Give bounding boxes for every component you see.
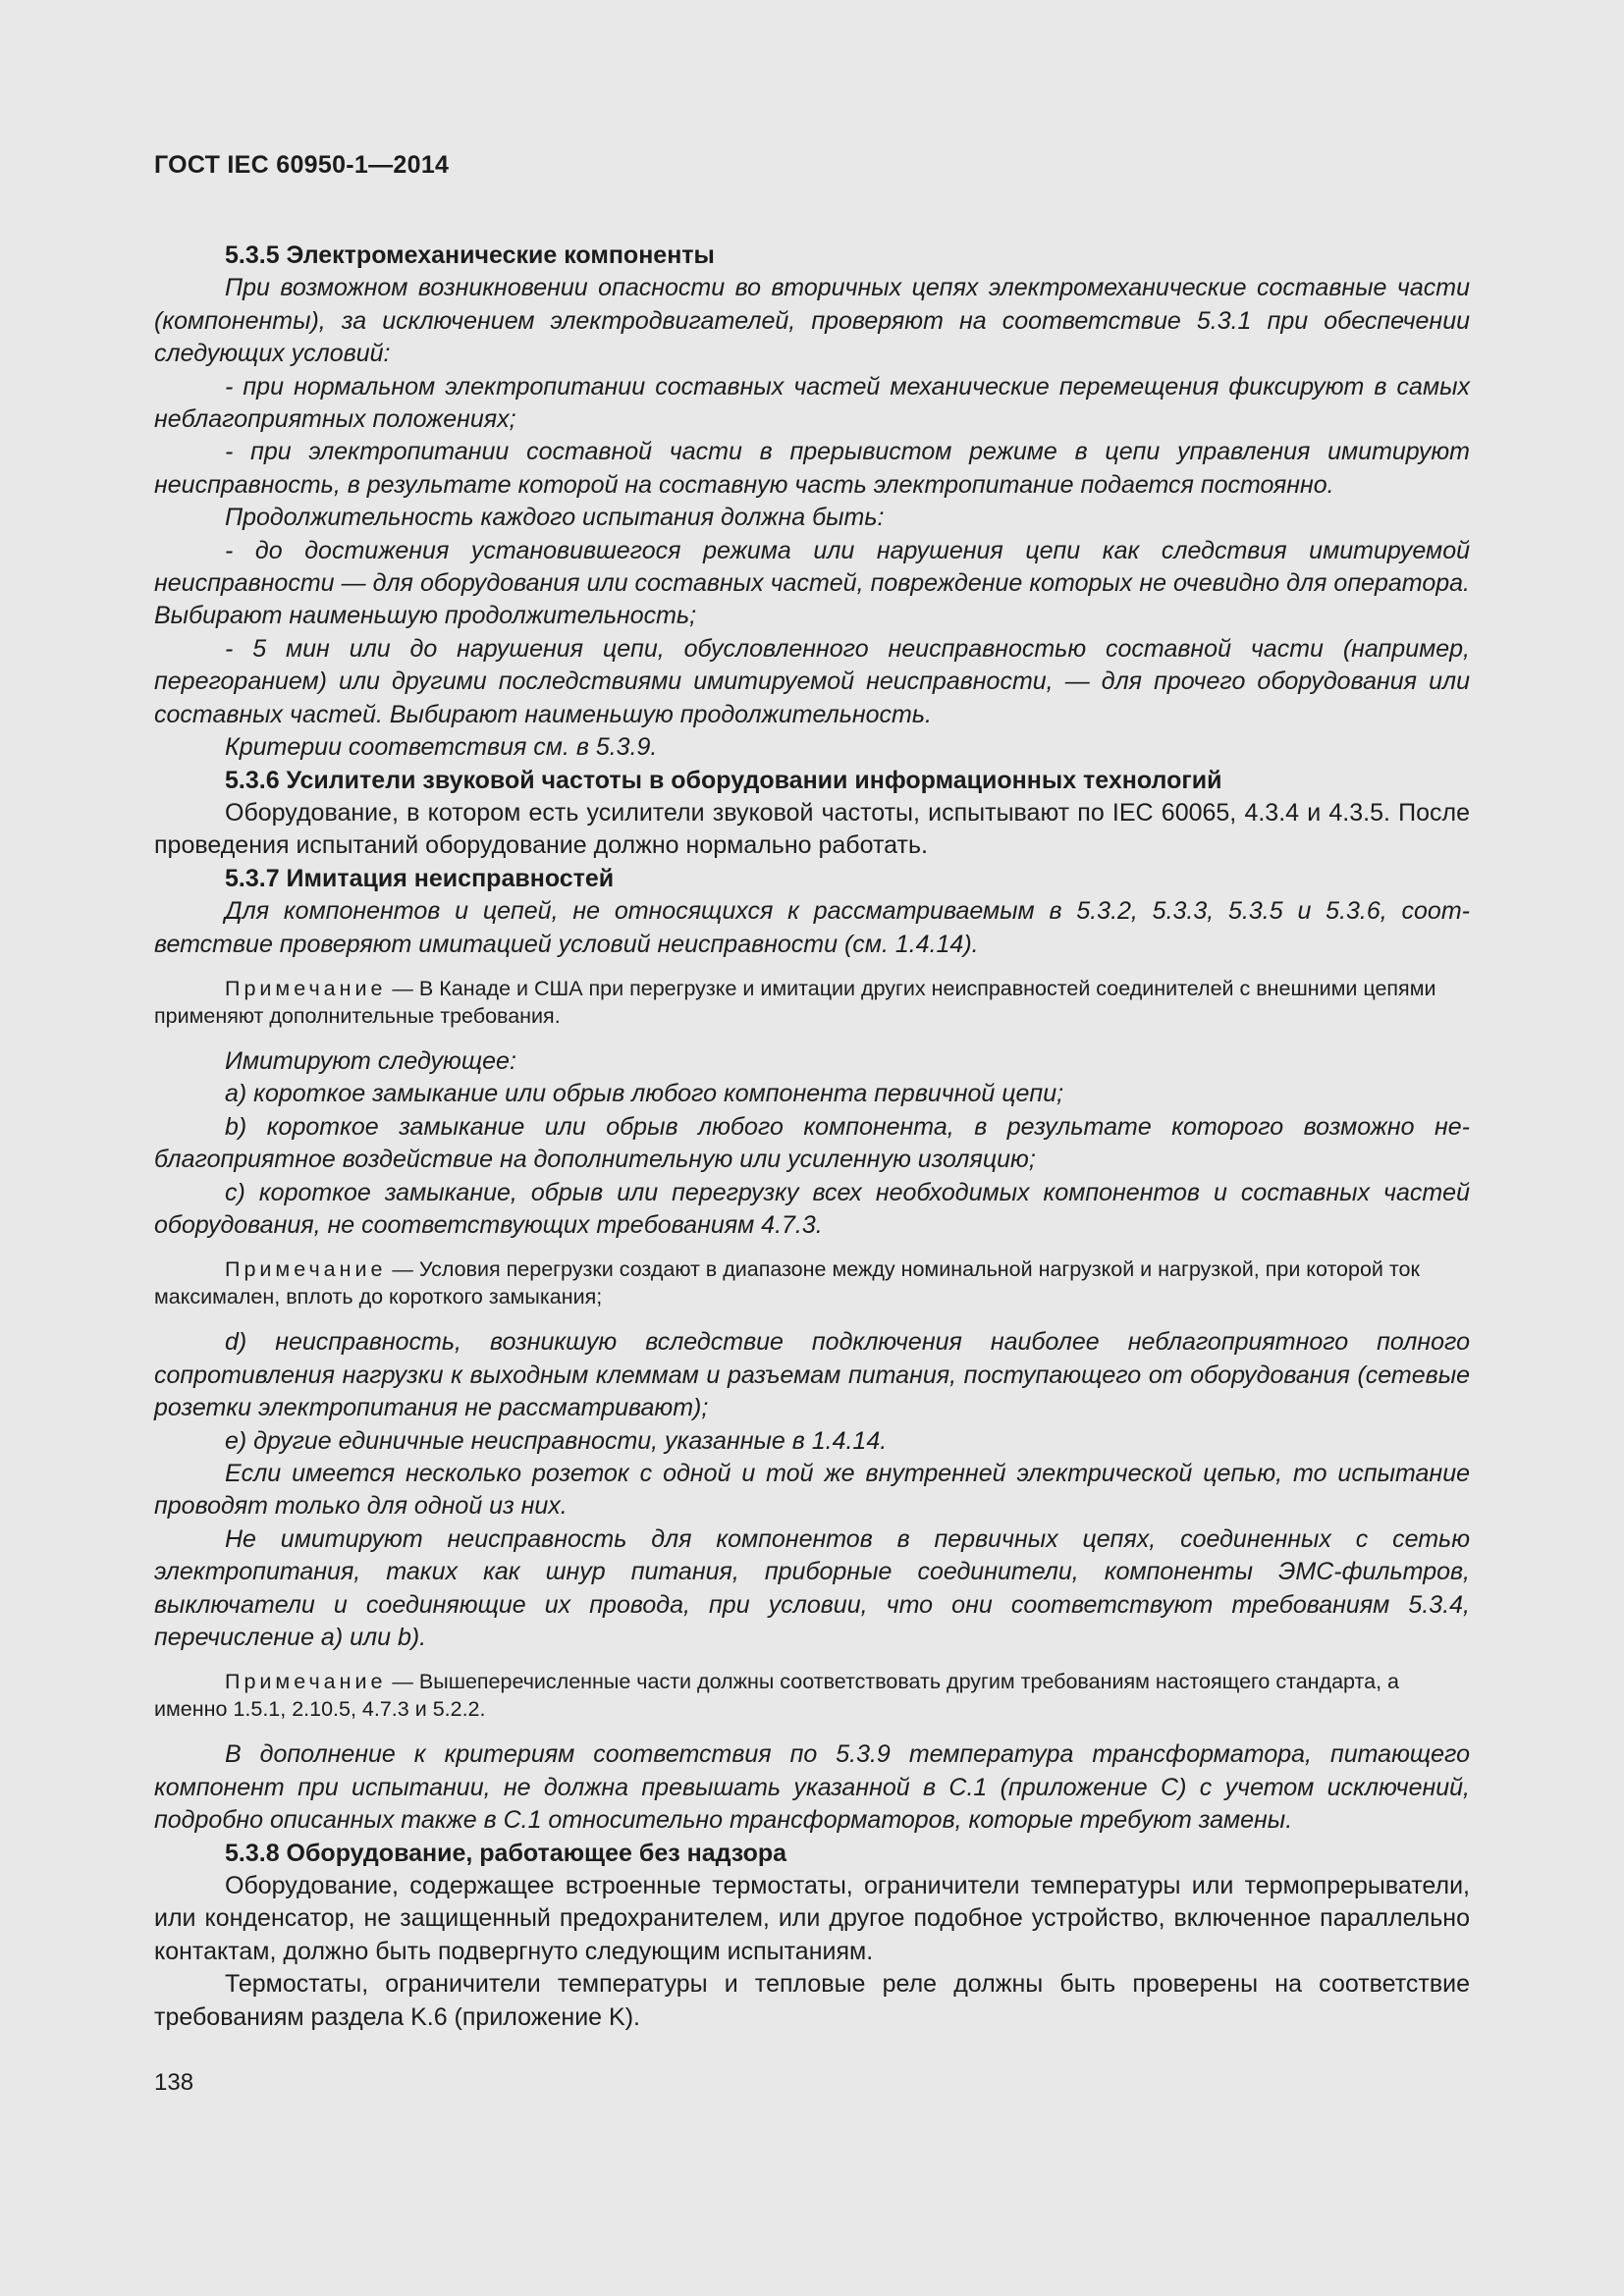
body-paragraph: Продолжительность каждого испытания должна быть: — [225, 504, 885, 532]
body-paragraph: При возможном возникновении опасности во вторичных цепях электромеханические составные части (компоненты), за исключением электродвигателей, проверяют на соответствие 5.3.1 при обеспечении следующих условий: — [154, 274, 1470, 368]
document-body — [154, 240, 1470, 2034]
body-paragraph: Не имитируют неисправность для компонентов в первичных цепях, соединенных с сетью электропитания, таких как шнур питания, приборные соединители, компоненты ЭМС-фильтров, выключатели и соединяющие их провода, при условии, что они соответствуют требованиям 5.3.4, перечисление a) или b). — [154, 1524, 1470, 1652]
body-paragraph: В дополнение к критериям соответствия по 5.3.9 температура трансформатора, питающего компонент при испытании, не должна превышать указанной в C.1 (приложение C) с учетом исключений, подробно описанных также в C.1 относительно трансформаторов, которые требуют замены. — [154, 1740, 1470, 1835]
note-label: Примечание — [225, 1257, 387, 1282]
body-paragraph: Для компонентов и цепей, не относящихся к рассматриваемым в 5.3.2, 5.3.3, 5.3.5 и 5.3.6, соответствие проверяют имитацией условий неисправности (см. 1.4.14). — [154, 897, 1470, 958]
note-paragraph — [154, 1255, 1470, 1310]
body-paragraph: Если имеется несколько розеток с одной и той же внутренней электрической цепью, то испытание проводят только для одной из них. — [154, 1460, 1470, 1521]
note-text: — Условия перегрузки создают в диапазоне между номинальной нагрузкой и нагрузкой, при которой ток максимален, вплоть до короткого замыкания; — [154, 1257, 1420, 1309]
body-paragraph: Термостаты, ограничители температуры и тепловые реле должны быть проверены на соответствие требованиям раздела K.6 (приложение K). — [154, 1970, 1470, 2031]
body-paragraph: Оборудование, в котором есть усилители звуковой частоты, испытывают по IEC 60065, 4.3.4 и 4.3.5. После проведения испытаний оборудование должно нормально работать. — [154, 798, 1470, 860]
body-paragraph: - 5 мин или до нарушения цепи, обусловленного неисправностью составной части (например, перегоранием) или другими последствиями имитируемой неисправности, — для прочего оборудования или составных частей. Выбирают наименьшую продолжительность. — [154, 634, 1470, 728]
section-heading: 5.3.7 Имитация неисправностей — [225, 864, 615, 892]
body-paragraph: a) короткое замыкание или обрыв любого компонента первичной цепи; — [225, 1080, 1064, 1108]
note-label: Примечание — [225, 1670, 387, 1694]
section-heading: 5.3.5 Электромеханические компоненты — [225, 241, 715, 269]
page-number: 138 — [154, 2069, 194, 2096]
body-paragraph: Имитируют следующее: — [225, 1046, 516, 1075]
document-header: ГОСТ IEC 60950-1—2014 — [154, 151, 450, 179]
section-heading: 5.3.8 Оборудование, работающее без надзора — [225, 1839, 787, 1867]
note-text: — В Канаде и США при перегрузке и имитации других неисправностей соединителей с внешними цепями применяют дополнительные требования. — [154, 976, 1436, 1028]
section-heading: 5.3.6 Усилители звуковой частоты в оборудовании информационных технологий — [225, 766, 1222, 794]
body-paragraph: e) другие единичные неисправности, указанные в 1.4.14. — [225, 1426, 888, 1455]
body-paragraph: Оборудование, содержащее встроенные термостаты, ограничители температуры или термопрерыватели, или конденсатор, не защищенный предохранителем, или другое подобное устройство, включенное параллельно контактам, должно быть подвергнуто следующим испытаниям. — [154, 1872, 1470, 1965]
body-paragraph: b) короткое замыкание или обрыв любого компонента, в результате которого возможно неблагоприятное воздействие на дополнительную или усиленную изоляцию; — [154, 1112, 1470, 1174]
body-paragraph: c) короткое замыкание, обрыв или перегрузку всех необходимых компонентов и составных частей оборудования, не соответствующих требованиям 4.7.3. — [154, 1178, 1470, 1239]
note-paragraph — [154, 975, 1470, 1030]
body-paragraph: - при электропитании составной части в прерывистом режиме в цепи управления имитируют неисправность, в результате которой на составную часть электропитание подается постоянно. — [154, 438, 1470, 499]
note-label: Примечание — [225, 976, 387, 1000]
note-text: — Вышеперечисленные части должны соответствовать другим требованиям настоящего стандарта, а именно 1.5.1, 2.10.5, 4.7.3 и 5.2.2. — [154, 1670, 1399, 1722]
note-paragraph — [154, 1668, 1470, 1723]
body-paragraph: Критерии соответствия см. в 5.3.9. — [225, 733, 658, 762]
body-paragraph: - при нормальном электропитании составных частей механические перемещения фиксируют в самых неблагоприятных положениях; — [154, 372, 1470, 434]
body-paragraph: - до достижения установившегося режима или нарушения цепи как следствия имитируемой неисправности — для оборудования или составных частей, повреждение которых не очевидно для оператора. Выбирают наименьшую продолжительность; — [154, 536, 1470, 630]
body-paragraph: d) неисправность, возникшую вследствие подключения наиболее неблагоприятного полного сопротивления нагрузки к выходным клеммам и разъемам питания, поступающего от оборудования (сетевые розетки электропитания не рассматривают); — [154, 1328, 1470, 1422]
